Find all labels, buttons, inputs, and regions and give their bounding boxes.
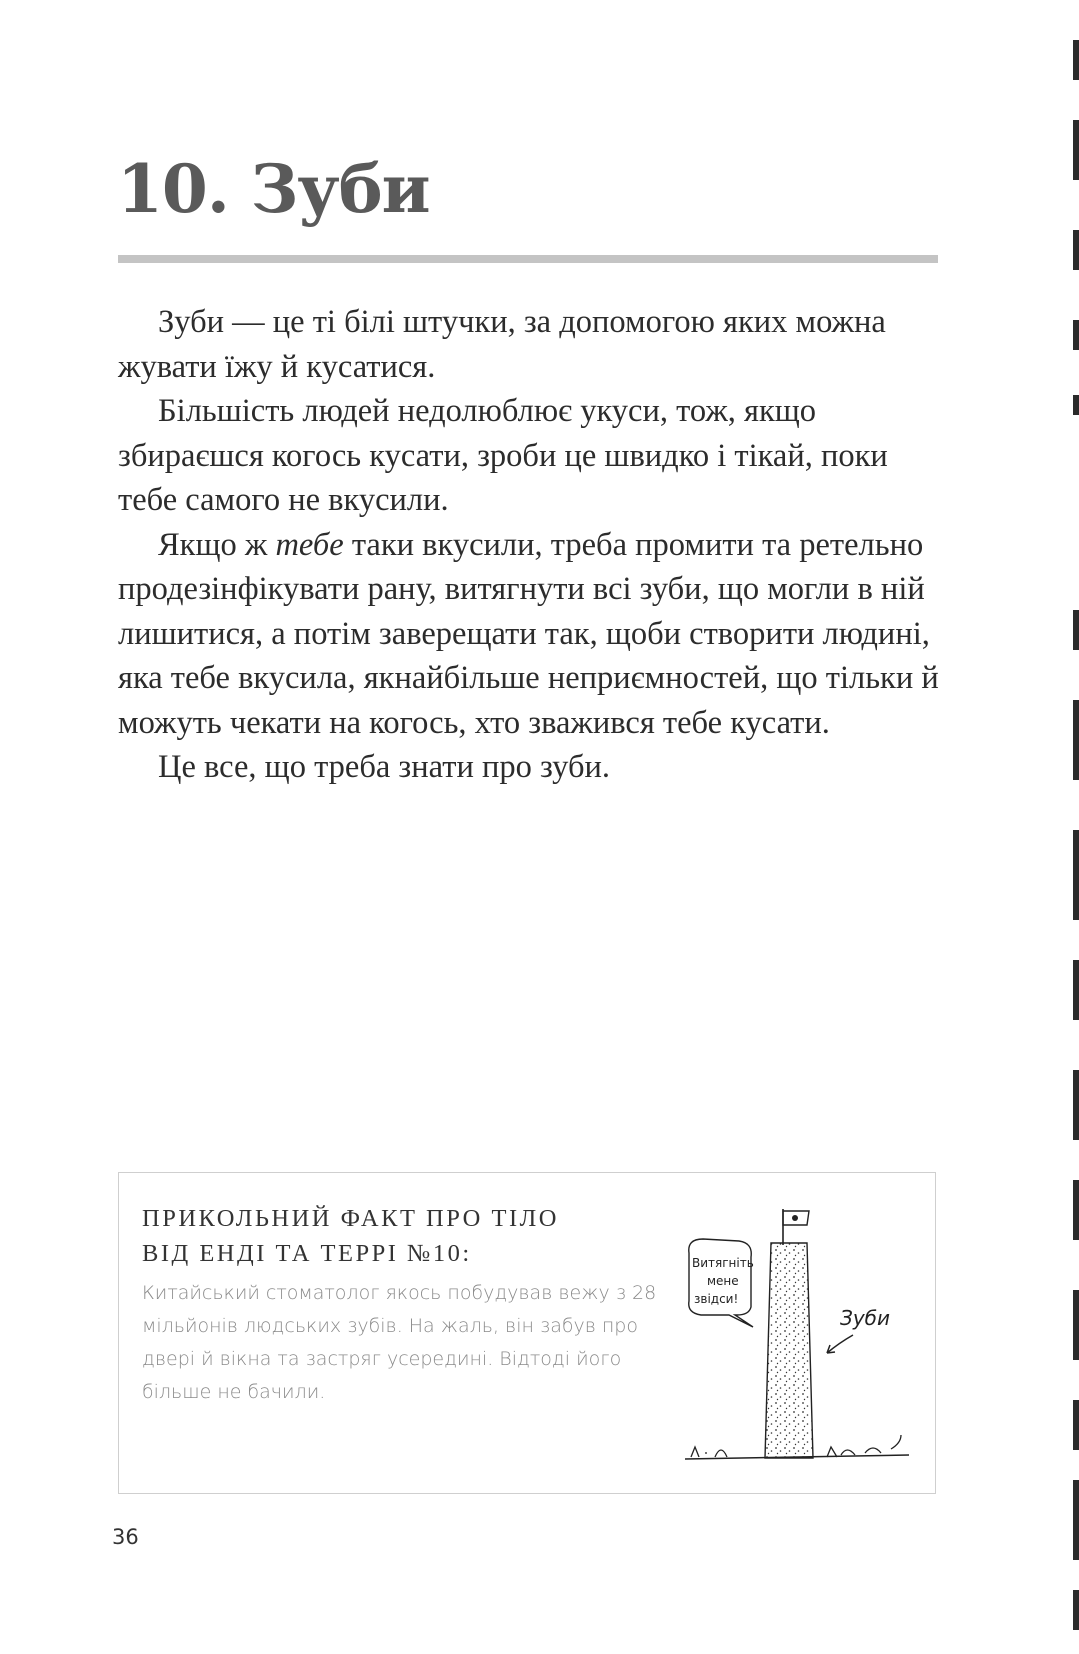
edge-mark xyxy=(1073,1290,1079,1360)
fun-fact-heading-line-1: ПРИКОЛЬНИЙ ФАКТ ПРО ТІЛО xyxy=(142,1205,559,1232)
edge-mark xyxy=(1073,120,1079,180)
tooth-tower-illustration xyxy=(675,1203,915,1483)
edge-mark xyxy=(1073,230,1079,270)
fun-fact-box xyxy=(118,1172,936,1494)
fun-fact-text: Китайський стоматолог якось побудував вежу з 28 мільйонів людських зубів. На жаль, він забув про двері й вікна та застряг усередині. Відтоді його більше не бачили. xyxy=(142,1282,657,1403)
title-divider xyxy=(118,255,938,263)
edge-mark xyxy=(1073,1400,1079,1450)
speech-text-line-3: звідси! xyxy=(694,1292,739,1306)
page-number: 36 xyxy=(112,1525,139,1549)
speech-text-line-1: Витягніть xyxy=(692,1256,754,1270)
fun-fact-heading-line-2: ВІД ЕНДІ ТА ТЕРРІ №10: xyxy=(142,1240,472,1267)
edge-mark xyxy=(1073,960,1079,1020)
tower-label: Зуби xyxy=(840,1306,890,1330)
edge-mark xyxy=(1073,1590,1079,1630)
edge-mark xyxy=(1073,610,1079,650)
fun-fact-heading xyxy=(142,1201,662,1271)
edge-mark xyxy=(1073,1480,1079,1560)
edge-mark xyxy=(1073,700,1079,780)
paragraph-1: Зуби — це ті білі штучки, за допомогою яких можна жувати їжу й кусатися. xyxy=(118,304,886,385)
speech-text-line-2: мене xyxy=(707,1274,739,1288)
edge-mark xyxy=(1073,395,1079,415)
page-edge-marks xyxy=(1073,0,1079,1654)
tower xyxy=(765,1243,813,1458)
chapter-body xyxy=(118,300,948,790)
edge-mark xyxy=(1073,1180,1079,1240)
paragraph-3-start: Якщо ж xyxy=(158,526,276,563)
paragraph-3-end: таки вкусили, треба промити та ретельно продезінфікувати рану, витягнути всі зуби, що могли в ній лишитися, а потім заверещати так, щоби створити людині, яка тебе вкусила, якнайбільше неприємностей, що тільки й можуть чекати на когось, хто зважився тебе кусати. xyxy=(118,526,939,741)
chapter-title: 10. Зуби xyxy=(117,150,430,228)
arrow-icon xyxy=(827,1335,853,1353)
paragraph-4: Це все, що треба знати про зуби. xyxy=(158,749,611,785)
edge-mark xyxy=(1073,40,1079,80)
edge-mark xyxy=(1073,830,1079,920)
paragraph-2: Більшість людей недолюблює укуси, тож, якщо збираєшся когось кусати, зроби це швидко і тікай, поки тебе самого не вкусили. xyxy=(118,393,888,518)
edge-mark xyxy=(1073,320,1079,350)
paragraph-3-emphasis: тебе xyxy=(275,526,344,563)
paragraph-3 xyxy=(118,523,948,746)
edge-mark xyxy=(1073,1070,1079,1140)
flag-skull xyxy=(792,1215,798,1221)
